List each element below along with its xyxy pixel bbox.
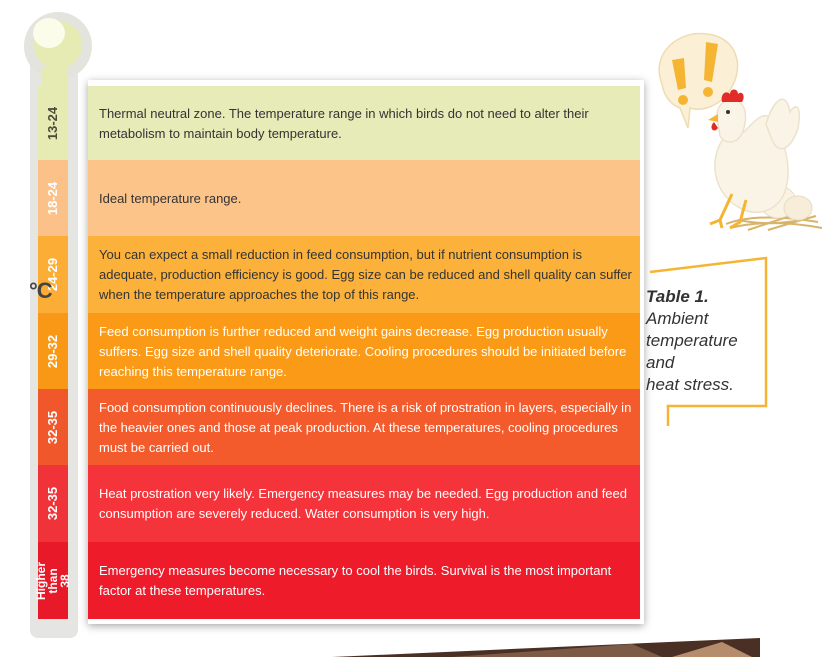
hen-beak: [708, 114, 718, 122]
row-description: Ideal temperature range.: [99, 190, 242, 206]
table-row: [88, 465, 640, 543]
table-row: [88, 389, 640, 466]
table-row: [88, 542, 640, 619]
row-description: Heat prostration very likely. Emergency measures may be needed. Egg production and feed consumption are severely reduced. Water consumption is very high.: [99, 486, 627, 521]
caption-title: Table 1.: [646, 287, 709, 306]
row-description: Thermal neutral zone. The temperature range in which birds do not need to alter their metabolism to maintain body temperature.: [99, 105, 589, 141]
temperature-range-label: Higher than 38: [34, 561, 73, 600]
celsius-unit: °C: [29, 278, 52, 303]
caption-line: Ambient: [646, 309, 709, 328]
temperature-range-label: 18-24: [45, 181, 61, 215]
temperature-range-label: 32-35: [45, 486, 61, 521]
table-row: [88, 86, 640, 161]
temperature-range-label: 13-24: [45, 106, 61, 140]
row-description: You can expect a small reduction in feed consumption, but if nutrient consumption is adequate, production efficiency is good. Egg size can be reduced and shell quality can suffer when the temperature approaches the top of this range.: [99, 247, 632, 302]
table-row: [88, 160, 640, 237]
table-caption: [646, 286, 738, 396]
temperature-range-label: 24-29: [45, 257, 61, 292]
hen-illustration: [648, 28, 828, 236]
egg: [784, 196, 812, 220]
caption-line: heat stress.: [646, 375, 734, 394]
table-row: [88, 236, 640, 314]
row-description: Emergency measures become necessary to cool the birds. Survival is the most important factor at these temperatures.: [99, 562, 612, 598]
caption-line: and: [646, 353, 675, 372]
caption-line: temperature: [646, 331, 738, 350]
table-row: [88, 313, 640, 390]
temperature-range-label: 29-32: [45, 334, 61, 368]
temperature-range-label: 32-35: [45, 410, 61, 444]
photo-strip: [332, 636, 760, 657]
row-description: Feed consumption is further reduced and weight gains decrease. Egg production usually suffers. Egg size and shell quality deteriorate. Cooling procedures should be initiated before reaching this temperature range.: [99, 323, 627, 379]
row-description: Food consumption continuously declines. There is a risk of prostration in layers, especially in the heavier ones and those at peak production. At these temperatures, cooling procedures must be carried out.: [99, 399, 632, 455]
